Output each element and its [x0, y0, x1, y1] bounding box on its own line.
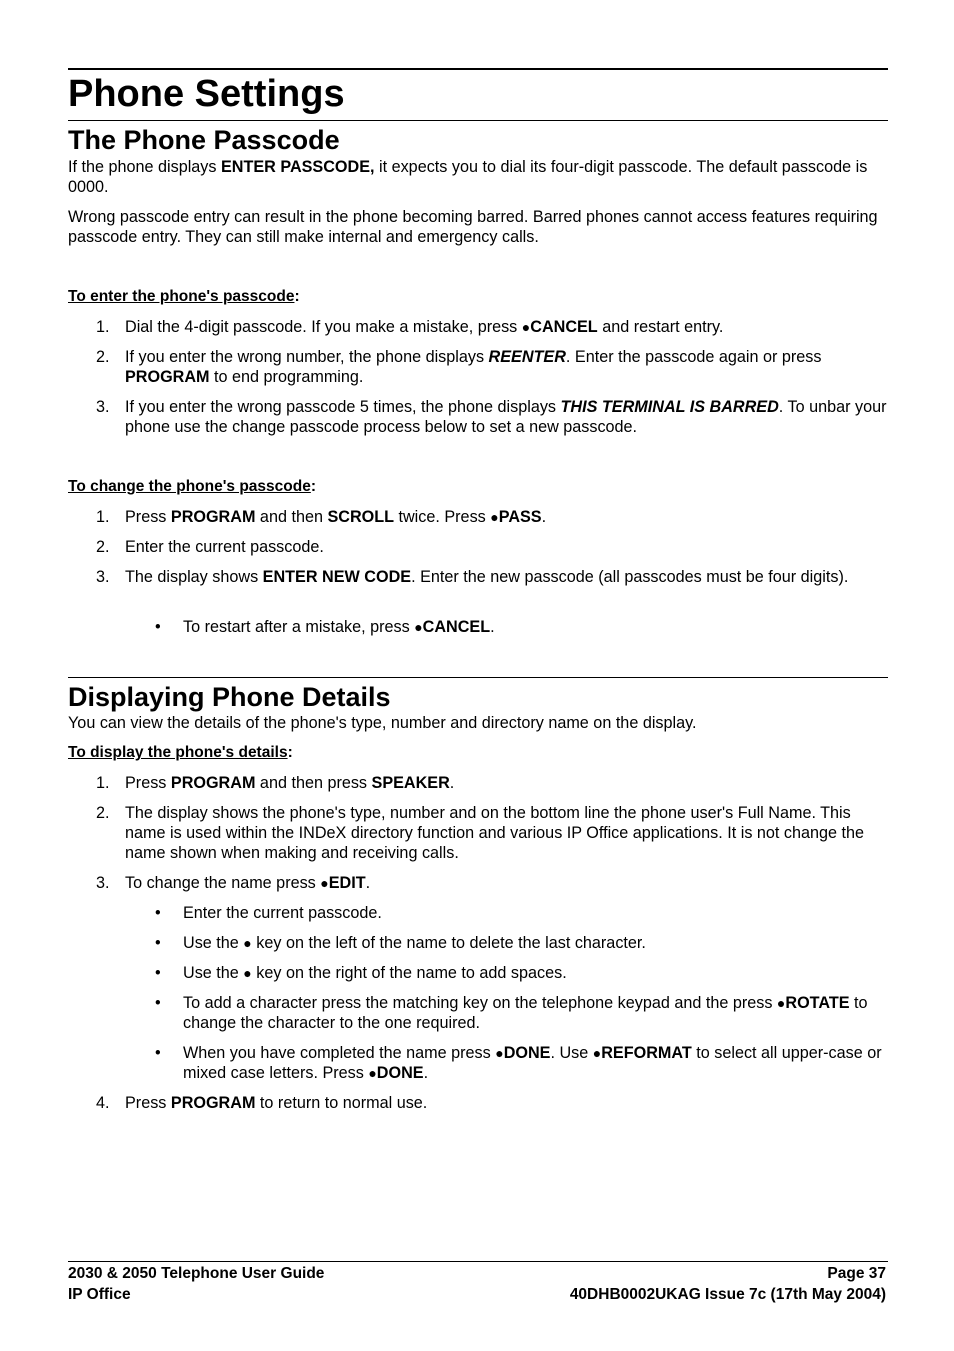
footer-rule: [68, 1261, 888, 1262]
top-rule: [68, 68, 888, 70]
details-intro: You can view the details of the phone's type, number and directory name on the display.: [68, 714, 697, 732]
softkey-icon: [243, 934, 251, 952]
footer-product: IP Office: [68, 1286, 131, 1303]
softkey-reformat: ● REFORMAT: [593, 1044, 692, 1062]
section-heading-details: Displaying Phone Details: [68, 682, 391, 712]
display-details-label: To display the phone's details:: [68, 744, 293, 761]
softkey-done: ● DONE: [495, 1044, 550, 1062]
change-passcode-label: To change the phone's passcode:: [68, 478, 317, 495]
title-underline: [68, 120, 888, 121]
softkey-edit: ● EDIT: [320, 874, 365, 892]
softkey-pass: ● PASS: [490, 508, 541, 526]
footer-doc-id: 40DHB0002UKAG Issue 7c (17th May 2004): [569, 1286, 886, 1303]
softkey-cancel: ● CANCEL: [522, 318, 598, 336]
section-heading-passcode: The Phone Passcode: [68, 125, 340, 155]
section-rule: [68, 677, 888, 678]
enter-passcode-label: To enter the phone's passcode:: [68, 288, 300, 305]
footer-page-number: Page 37: [827, 1265, 886, 1282]
softkey-cancel: ● CANCEL: [414, 618, 490, 636]
passcode-warning: Wrong passcode entry can result in the phone becoming barred. Barred phones cannot access features requiring passcode entry. They can still make internal and emergency calls.: [68, 208, 878, 246]
softkey-done: ● DONE: [368, 1064, 423, 1082]
softkey-rotate: ● ROTATE: [777, 994, 850, 1012]
footer-guide-title: 2030 & 2050 Telephone User Guide: [68, 1265, 325, 1282]
page-title: Phone Settings: [68, 73, 345, 115]
softkey-icon: [243, 964, 251, 982]
passcode-intro: If the phone displays ENTER PASSCODE, it expects you to dial its four-digit passcode. The default passcode is 0000.: [68, 158, 868, 196]
